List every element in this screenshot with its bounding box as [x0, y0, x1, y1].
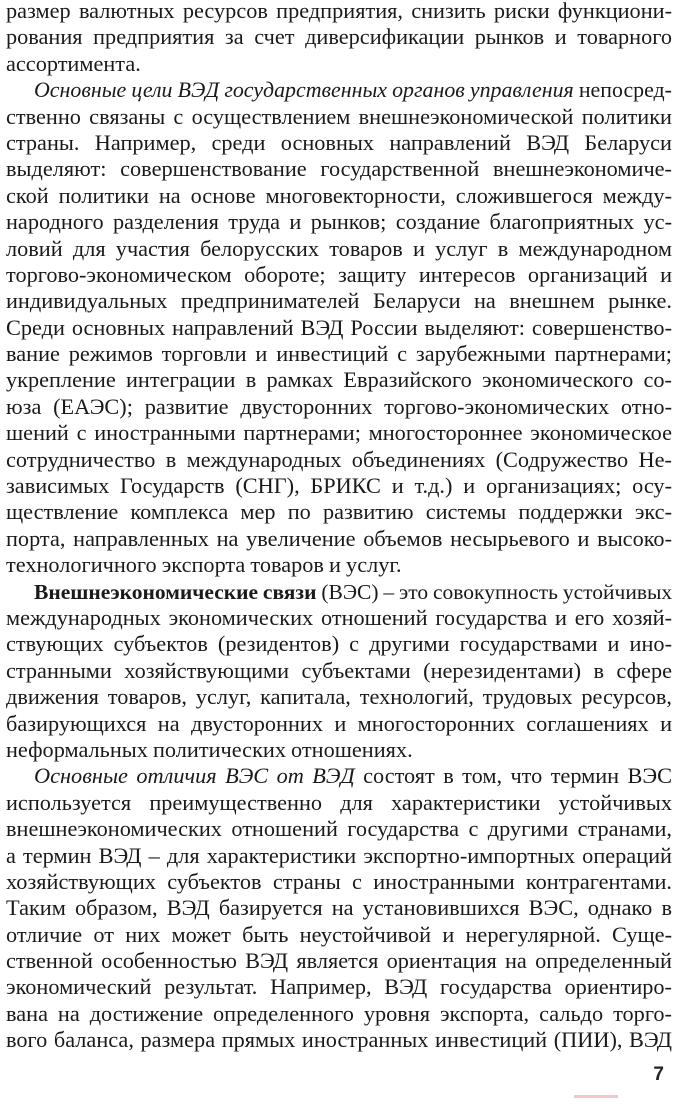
italic-term: Основные отличия ВЭС от ВЭД: [34, 763, 355, 789]
text-line: вого баланса, размера прямых иностранных инвестиций (ПИИ), ВЭД: [6, 1027, 672, 1053]
text-line: ассортимента.: [6, 50, 141, 76]
text-run: (ВЭС) – это совокупность устойчивых: [316, 579, 673, 604]
text-line: Среди основных направлений ВЭД России выделяют: совершенство-: [6, 314, 672, 340]
text-line: внешнеэкономических отношений государства с другими странами,: [6, 816, 672, 842]
text-line: сотрудничество в международных объединениях (Содружество Не-: [6, 446, 672, 472]
page-number: 7: [653, 1064, 664, 1085]
document-page: [6, 0, 672, 1054]
text-line: ствующих субъектов (резидентов) с другими государствами и ино-: [6, 631, 672, 657]
paragraph-4: [6, 763, 672, 1053]
text-line: порта, направленных на увеличение объемов несырьевого и высоко-: [6, 525, 672, 551]
text-line: экономический результат. Например, ВЭД государства ориентиро-: [6, 974, 672, 1000]
text-line: рования предприятия за счет диверсификации рынков и товарного: [6, 24, 672, 50]
text-line: отличие от них может быть неустойчивой и нерегулярной. Суще-: [6, 921, 672, 947]
text-line: ственной особенностью ВЭД является ориентация на определенный: [6, 948, 672, 974]
text-line: торгово-экономическом обороте; защиту интересов организаций и: [6, 261, 672, 287]
text-line: ственно связаны с осуществлением внешнеэкономической политики: [6, 103, 672, 129]
text-line: [6, 77, 672, 103]
text-line: размер валютных ресурсов предприятия, снизить риски функциони-: [6, 0, 672, 23]
text-line: ской политики на основе многовекторности, сложившегося между-: [6, 182, 672, 208]
paragraph-1: [6, 0, 672, 77]
text-line: укрепление интеграции в рамках Евразийского экономического со-: [6, 367, 672, 393]
text-line: ловий для участия белорусских товаров и услуг в международном: [6, 235, 672, 261]
text-line: а термин ВЭД – для характеристики экспортно-импортных операций: [6, 842, 672, 868]
text-line: вание режимов торговли и инвестиций с зарубежными партнерами;: [6, 341, 672, 367]
bold-term: Внешнеэкономические связи: [34, 579, 317, 604]
text-line: международных экономических отношений государства и его хозяй-: [6, 604, 672, 630]
text-line: вана на достижение определенного уровня экспорта, сальдо торго-: [6, 1000, 672, 1026]
text-line: индивидуальных предпринимателей Беларуси на внешнем рынке.: [6, 288, 672, 314]
text-line: [6, 579, 672, 605]
text-line: технологичного экспорта товаров и услуг.: [6, 552, 402, 578]
text-line: базирующихся на двусторонних и многосторонних соглашениях и: [6, 710, 672, 736]
text-line: ществление комплекса мер по развитию системы поддержки экс-: [6, 499, 672, 525]
text-line: шений с иностранными партнерами; многостороннее экономическое: [6, 420, 672, 446]
text-line: Таким образом, ВЭД базируется на установившихся ВЭС, однако в: [6, 895, 672, 921]
text-line: используется преимущественно для характеристики устойчивых: [6, 789, 672, 815]
decorative-mark: [574, 1095, 618, 1098]
text-line: народного разделения труда и рынков; создание благоприятных ус-: [6, 209, 672, 235]
text-line: юза (ЕАЭС); развитие двусторонних торгово-экономических отно-: [6, 393, 672, 419]
text-line: зависимых Государств (СНГ), БРИКС и т.д.) и организациях; осу-: [6, 473, 672, 499]
paragraph-2: [6, 77, 672, 578]
text-line: неформальных политических отношениях.: [6, 736, 413, 762]
text-line: хозяйствующих субъектов страны с иностранными контрагентами.: [6, 868, 672, 894]
text-line: выделяют: совершенствование государственной внешнеэкономиче-: [6, 156, 672, 182]
text-line: движения товаров, услуг, капитала, технологий, трудовых ресурсов,: [6, 684, 672, 710]
text-run: состоят в том, что термин ВЭС: [354, 763, 673, 789]
text-run: непосред-: [573, 77, 672, 103]
paragraph-3: [6, 579, 672, 764]
text-line: [6, 763, 672, 789]
text-line: страны. Например, среди основных направлений ВЭД Беларуси: [6, 129, 672, 155]
italic-term: Основные цели ВЭД государственных органов управления: [34, 77, 574, 103]
text-line: странными хозяйствующими субъектами (нерезидентами) в сфере: [6, 657, 672, 683]
